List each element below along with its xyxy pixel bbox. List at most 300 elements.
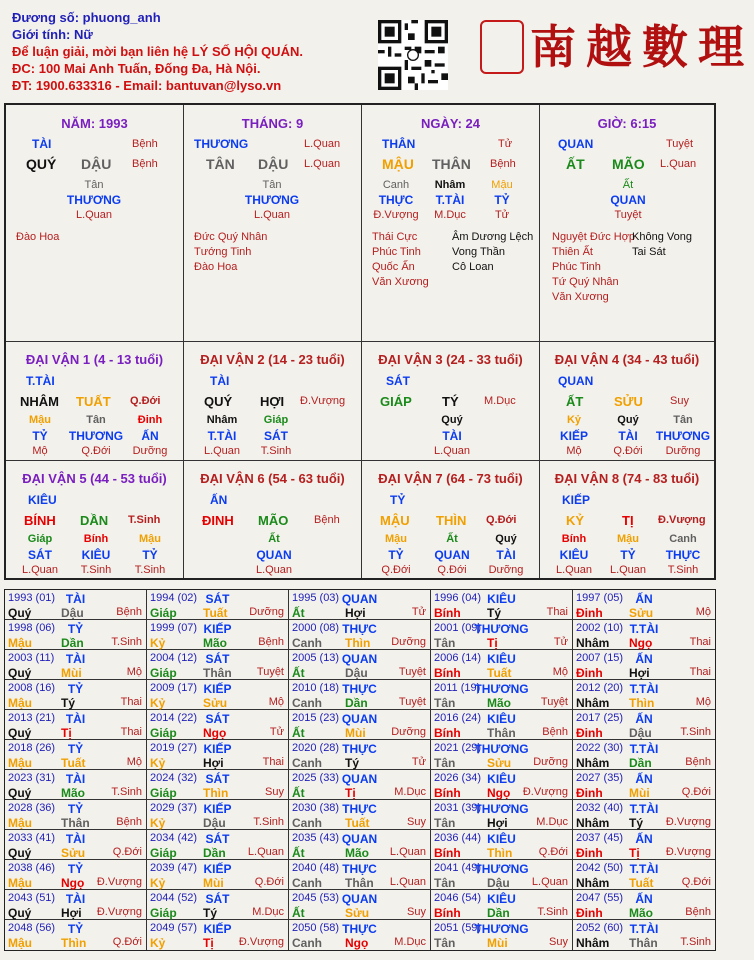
year-god: SÁT (205, 832, 230, 846)
branch-stage: L.Quan (304, 158, 341, 170)
year-stage: Mộ (126, 756, 142, 768)
year-stem: Canh (292, 696, 322, 710)
hidden-god: KIẾP (559, 429, 588, 443)
star-item: Quốc Ấn (372, 261, 415, 273)
hidden-stage: M.Dục (434, 209, 466, 221)
year-god: THƯƠNG (474, 622, 529, 636)
year-god: THƯƠNG (474, 802, 529, 816)
year-stage: T.Sinh (537, 906, 568, 918)
year-god: KIẾP (203, 622, 232, 636)
year-branch: Ngọ (203, 726, 227, 740)
year-cell (5, 920, 147, 950)
year-stage: Tử (411, 606, 426, 618)
year-god: TÀI (65, 712, 86, 726)
year-god: TÀI (65, 592, 86, 606)
luck-stem: KỶ (566, 513, 585, 528)
year-stem: Mậu (8, 756, 32, 770)
year-cell (5, 800, 147, 829)
year-stem: Bính (434, 606, 461, 620)
year-branch: Tị (203, 936, 214, 950)
year-stem: Tân (434, 936, 456, 950)
year-cell (573, 740, 715, 769)
year-cell (289, 800, 431, 829)
year-label: 2024 (32) (150, 772, 198, 784)
year-god: TỶ (67, 922, 84, 936)
year-label: 2022 (30) (576, 742, 624, 754)
year-stem: Tân (434, 876, 456, 890)
year-label: 2026 (34) (434, 772, 482, 784)
year-stem: Tân (434, 696, 456, 710)
earthly-branch: THÂN (432, 156, 471, 172)
hidden-stage: Dưỡng (488, 564, 524, 576)
year-stem: Kỷ (150, 876, 166, 890)
year-god: KIÊU (487, 652, 516, 666)
luck-stage: Suy (670, 395, 689, 407)
gender: Giới tính: Nữ (12, 27, 93, 42)
luck-branch: TUẤT (76, 394, 111, 409)
year-stage: M.Dục (536, 816, 568, 828)
year-god: ẤN (635, 832, 653, 846)
luck-branch: HỢI (260, 394, 285, 409)
pillar-title: THÁNG: 9 (241, 116, 304, 131)
hidden-god: TỶ (32, 429, 48, 443)
year-branch: Thân (61, 816, 90, 830)
year-cell (5, 710, 147, 739)
hidden-stage: T.Sinh (134, 564, 166, 576)
luck-god: TÀI (210, 374, 230, 388)
year-god: T.TÀI (629, 802, 659, 816)
year-stage: Mộ (695, 696, 711, 708)
year-cell (289, 770, 431, 799)
top-god: THƯƠNG (194, 137, 249, 151)
year-branch: Hợi (61, 906, 82, 920)
year-cell (5, 830, 147, 859)
year-label: 2028 (36) (8, 802, 56, 814)
year-label: 2040 (48) (292, 862, 340, 874)
seal-icon (480, 20, 524, 74)
luck-branch: MÃO (258, 513, 289, 528)
year-stem: Nhâm (576, 636, 610, 650)
year-stem: Quý (8, 906, 32, 920)
year-label: 2045 (53) (292, 892, 340, 904)
year-label: 2013 (21) (8, 712, 56, 724)
hidden-god: TỶ (142, 548, 158, 562)
year-label: 2012 (20) (576, 682, 624, 694)
year-label: 1995 (03) (292, 592, 340, 604)
four-pillars-grid (4, 103, 716, 580)
chart-header (12, 9, 372, 94)
year-god: THỰC (342, 862, 377, 876)
year-god: T.TÀI (629, 742, 659, 756)
year-label: 2001 (09) (434, 622, 482, 634)
year-stage: Dưỡng (533, 756, 568, 768)
year-cell (289, 620, 431, 649)
year-stage: Tử (411, 756, 426, 768)
year-label: 2017 (25) (576, 712, 624, 724)
luck-stem: GIÁP (380, 394, 412, 409)
year-cell (431, 770, 573, 799)
year-label: 2000 (08) (292, 622, 340, 634)
year-cell (289, 680, 431, 709)
luck-stage: M.Dục (484, 395, 516, 407)
hidden-stem: Quý (441, 414, 463, 426)
year-stem: Canh (292, 636, 322, 650)
hidden-stem: Mậu (29, 414, 51, 426)
year-god: QUAN (341, 892, 378, 906)
top-stage: Tử (498, 138, 513, 150)
hidden-stem: Quý (617, 414, 639, 426)
year-god: SÁT (205, 592, 230, 606)
top-stage: Tuyệt (666, 138, 694, 150)
year-cell (573, 860, 715, 889)
year-branch: Sửu (345, 906, 370, 920)
logo-text: 南越數理 (530, 20, 754, 74)
year-stem: Giáp (150, 906, 177, 920)
hidden-stage: Tử (494, 209, 510, 221)
hidden-stage: T.Sinh (667, 564, 699, 576)
hidden-stage: Mộ (566, 445, 582, 457)
year-row (5, 890, 715, 920)
year-branch: Ngọ (61, 876, 85, 890)
year-cell (289, 920, 431, 950)
year-branch: Mùi (629, 786, 650, 800)
star-item: Nguyệt Đức Hợp (552, 231, 636, 243)
year-row (5, 620, 715, 650)
year-god: QUAN (341, 832, 378, 846)
year-label: 2037 (45) (576, 832, 624, 844)
year-branch: Ngọ (345, 936, 369, 950)
year-cell (573, 770, 715, 799)
year-branch: Mùi (345, 726, 366, 740)
year-cell (431, 860, 573, 889)
year-stem: Kỷ (150, 696, 166, 710)
year-cell (431, 890, 573, 919)
year-god: TỶ (67, 622, 84, 636)
address: ĐC: 100 Mai Anh Tuấn, Đống Đa, Hà Nội. (12, 61, 261, 76)
year-stem: Nhâm (576, 756, 610, 770)
luck-stem: ĐINH (202, 513, 234, 528)
luck-title: ĐẠI VẬN 5 (44 - 53 tuổi) (22, 471, 167, 486)
year-stem: Canh (292, 756, 322, 770)
year-stage: Suy (407, 906, 426, 918)
hidden-stage: L.Quan (21, 564, 59, 576)
hidden-god: TÀI (496, 548, 516, 562)
hidden-stage: Q.Đới (437, 564, 467, 576)
year-stage: Bệnh (685, 906, 711, 918)
year-branch: Dậu (629, 726, 652, 740)
star-item: Không Vong (632, 231, 692, 243)
year-branch: Tý (61, 696, 76, 710)
year-cell (147, 740, 289, 769)
year-branch: Sửu (629, 606, 654, 620)
year-branch: Dần (629, 756, 652, 770)
pillar-day (362, 105, 540, 342)
year-stem: Quý (8, 786, 32, 800)
year-stem: Nhâm (576, 696, 610, 710)
hidden-stage: L.Quan (609, 564, 647, 576)
year-stage: Tuyệt (398, 666, 426, 678)
earthly-branch: DẬU (81, 156, 112, 172)
year-stage: Tuyệt (540, 696, 568, 708)
year-cell (5, 770, 147, 799)
year-stage: T.Sinh (253, 816, 284, 828)
year-stem: Mậu (8, 936, 32, 950)
luck-god: TỶ (390, 493, 406, 507)
pillar-hour (540, 105, 714, 342)
year-branch: Dần (203, 846, 226, 860)
year-cell (147, 860, 289, 889)
year-label: 2031 (39) (434, 802, 482, 814)
year-stem: Kỷ (150, 816, 166, 830)
year-cell (147, 770, 289, 799)
year-label: 1996 (04) (434, 592, 482, 604)
pillar-month (184, 105, 362, 342)
year-cell (431, 680, 573, 709)
year-stage: T.Sinh (680, 726, 711, 738)
year-stage: Thai (546, 606, 568, 618)
year-god: T.TÀI (629, 862, 659, 876)
year-stage: Đ.Vượng (96, 876, 142, 888)
year-cell (573, 830, 715, 859)
year-god: THỰC (342, 922, 377, 936)
year-stage: Bệnh (116, 606, 142, 618)
year-branch: Thìn (629, 696, 655, 710)
year-label: 2005 (13) (292, 652, 340, 664)
hidden-god: THƯƠNG (244, 193, 300, 207)
hidden-god: THỰC (378, 193, 414, 207)
luck-branch: TÝ (442, 394, 459, 409)
luck-pillar-5 (6, 461, 184, 578)
year-branch: Thìn (61, 936, 87, 950)
year-stage: M.Dục (252, 906, 284, 918)
year-branch: Tuất (487, 666, 512, 680)
year-stage: Tuyệt (398, 696, 426, 708)
year-god: QUAN (341, 652, 378, 666)
year-stage: T.Sinh (111, 786, 142, 798)
luck-pillar-1 (6, 342, 184, 461)
year-stage: Mộ (126, 666, 142, 678)
year-branch: Tị (629, 846, 640, 860)
year-stage: Thai (120, 726, 142, 738)
hidden-stage: Mộ (32, 445, 48, 457)
year-row (5, 680, 715, 710)
year-stem: Đinh (576, 666, 603, 680)
year-stage: Q.Đới (538, 846, 568, 858)
year-god: KIÊU (487, 712, 516, 726)
year-label: 2020 (28) (292, 742, 340, 754)
year-cell (573, 920, 715, 950)
year-stage: Tuyệt (256, 666, 284, 678)
year-god: TỶ (67, 682, 84, 696)
year-stem: Giáp (150, 786, 177, 800)
star-item: Tướng Tinh (194, 246, 252, 258)
year-stem: Quý (8, 666, 32, 680)
year-stem: Giáp (150, 666, 177, 680)
year-god: ẤN (635, 712, 653, 726)
year-branch: Tị (61, 726, 72, 740)
year-stem: Ất (292, 846, 305, 860)
star-item: Thiên Ất (552, 246, 593, 258)
luck-stem: NHÂM (20, 394, 59, 409)
hidden-god: QUAN (434, 548, 470, 562)
year-label: 2029 (37) (150, 802, 198, 814)
year-god: T.TÀI (629, 622, 659, 636)
year-cell (431, 800, 573, 829)
luck-stage: Q.Đới (130, 395, 161, 407)
year-row (5, 650, 715, 680)
year-label: 2004 (12) (150, 652, 198, 664)
year-row (5, 710, 715, 740)
year-row (5, 770, 715, 800)
luck-stage: Q.Đới (486, 514, 517, 526)
year-label: 2027 (35) (576, 772, 624, 784)
hidden-god: QUAN (610, 193, 646, 207)
year-god: KIẾP (203, 742, 232, 756)
year-god: QUAN (341, 712, 378, 726)
year-stem: Bính (434, 906, 461, 920)
year-cell (289, 860, 431, 889)
year-label: 2050 (58) (292, 922, 340, 934)
year-stem: Đinh (576, 906, 603, 920)
hidden-stem: Đinh (137, 414, 163, 426)
year-label: 2041 (49) (434, 862, 482, 874)
heavenly-stem: ẤT (566, 156, 585, 172)
year-row (5, 860, 715, 890)
year-label: 2023 (31) (8, 772, 56, 784)
earthly-branch: DẬU (258, 156, 289, 172)
year-label: 2014 (22) (150, 712, 198, 724)
year-cell (147, 830, 289, 859)
year-cell (573, 710, 715, 739)
year-stem: Ất (292, 606, 305, 620)
pillar-year (6, 105, 184, 342)
year-stage: L.Quan (389, 846, 426, 858)
year-branch: Thân (345, 876, 374, 890)
year-god: QUAN (341, 592, 378, 606)
hidden-god: THƯƠNG (655, 429, 711, 443)
year-label: 2051 (59) (434, 922, 482, 934)
year-stem: Mậu (8, 876, 32, 890)
year-label: 1998 (06) (8, 622, 56, 634)
year-cell (289, 590, 431, 619)
year-branch: Mùi (487, 936, 508, 950)
year-branch: Tuất (629, 876, 654, 890)
year-stage: Đ.Vượng (665, 816, 711, 828)
year-cell (147, 710, 289, 739)
year-label: 2002 (10) (576, 622, 624, 634)
hidden-god: THƯƠNG (68, 429, 124, 443)
year-cell (289, 710, 431, 739)
year-god: KIẾP (203, 922, 232, 936)
year-branch: Tý (629, 816, 644, 830)
year-branch: Sửu (61, 846, 86, 860)
year-stem: Canh (292, 936, 322, 950)
year-god: THỰC (342, 802, 377, 816)
year-stem: Giáp (150, 606, 177, 620)
pillar-title: NGÀY: 24 (421, 116, 480, 131)
year-stem: Kỷ (150, 936, 166, 950)
year-stage: M.Dục (394, 786, 426, 798)
year-branch: Mão (629, 906, 653, 920)
luck-title: ĐẠI VẬN 2 (14 - 23 tuổi) (200, 352, 345, 367)
year-branch: Ngọ (487, 786, 511, 800)
year-stem: Bính (434, 786, 461, 800)
year-label: 2018 (26) (8, 742, 56, 754)
hidden-god: TỶ (388, 548, 404, 562)
earthly-branch: MÃO (612, 156, 645, 172)
star-item: Đào Hoa (194, 261, 238, 273)
year-label: 1997 (05) (576, 592, 624, 604)
year-branch: Thìn (203, 786, 229, 800)
year-branch: Hợi (345, 606, 366, 620)
year-stage: Thai (262, 756, 284, 768)
star-item: Tai Sát (632, 246, 666, 258)
year-cell (573, 590, 715, 619)
year-branch: Mão (203, 636, 227, 650)
year-label: 2046 (54) (434, 892, 482, 904)
hidden-stem: Mậu (139, 533, 161, 545)
year-cell (431, 710, 573, 739)
year-label: 2047 (55) (576, 892, 624, 904)
hidden-stem: Ất (268, 533, 280, 545)
year-stem: Bính (434, 726, 461, 740)
year-god: SÁT (205, 772, 230, 786)
luck-god: SÁT (386, 374, 410, 388)
year-cell (289, 830, 431, 859)
year-cell (289, 890, 431, 919)
year-branch: Sửu (203, 696, 228, 710)
year-cell (289, 650, 431, 679)
year-god: KIẾP (203, 862, 232, 876)
year-label: 2032 (40) (576, 802, 624, 814)
year-branch: Hợi (487, 816, 508, 830)
branch-stage: Bệnh (132, 158, 158, 170)
annual-luck-table (4, 589, 716, 951)
year-label: 2030 (38) (292, 802, 340, 814)
hidden-god: T.TÀI (207, 429, 237, 443)
year-stage: Q.Đới (112, 846, 142, 858)
hidden-stage: Q.Đới (81, 445, 111, 457)
hidden-god: THƯƠNG (66, 193, 122, 207)
luck-stage: Bệnh (314, 514, 340, 526)
year-branch: Tị (345, 786, 356, 800)
year-stage: T.Sinh (680, 936, 711, 948)
hidden-god: THỰC (665, 548, 701, 562)
year-cell (431, 920, 573, 950)
year-stage: Tử (269, 726, 284, 738)
year-stem: Đinh (576, 726, 603, 740)
year-god: THƯƠNG (474, 682, 529, 696)
year-cell (147, 800, 289, 829)
year-branch: Hợi (629, 666, 650, 680)
year-stem: Quý (8, 726, 32, 740)
year-label: 2015 (23) (292, 712, 340, 724)
hidden-god: TÀI (442, 429, 462, 443)
phone-email: ĐT: 1900.633316 - Email: bantuvan@lyso.vn (12, 78, 282, 93)
hidden-stage: L.Quan (555, 564, 593, 576)
year-stem: Nhâm (576, 876, 610, 890)
luck-stem: ẤT (566, 394, 584, 409)
year-stage: Đ.Vượng (96, 906, 142, 918)
luck-branch: THÌN (436, 513, 467, 528)
hidden-stem: Mậu (617, 533, 639, 545)
luck-stem: MẬU (380, 513, 410, 528)
year-stem: Kỷ (150, 636, 166, 650)
year-row (5, 740, 715, 770)
year-god: TỶ (67, 802, 84, 816)
hidden-god: TỶ (620, 548, 636, 562)
hidden-stage: Đ.Vượng (373, 209, 419, 221)
